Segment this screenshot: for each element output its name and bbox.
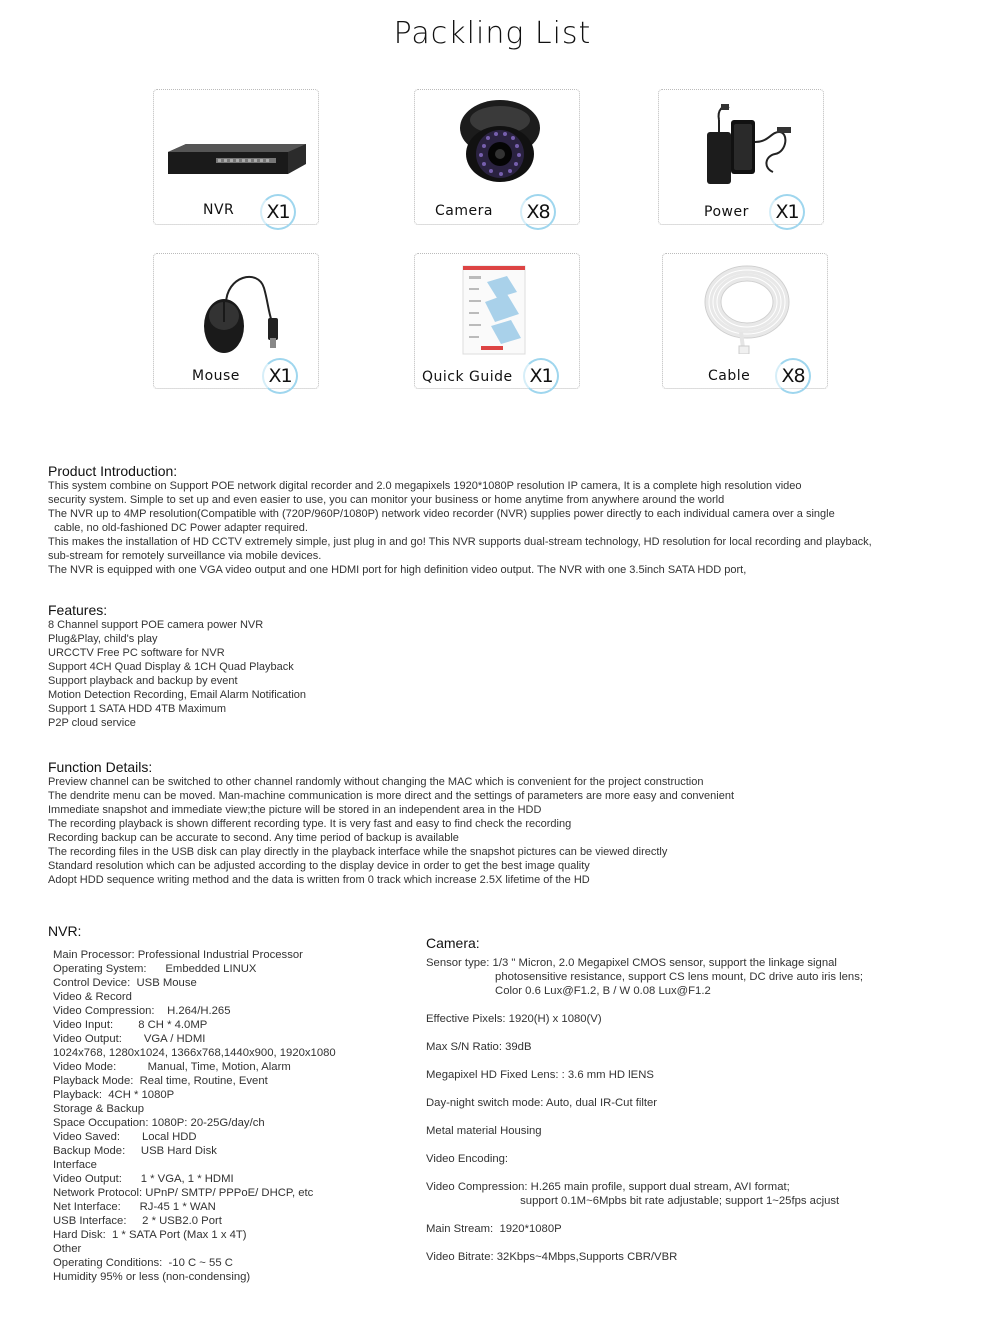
dome-camera-image: [457, 98, 543, 184]
section-title: Function Details:: [48, 759, 153, 775]
packing-item-camera: [414, 89, 580, 225]
function-item: The recording files in the USB disk can play directly in the playback interface while the snapshot pictures can be viewed directly: [48, 846, 668, 858]
spec-line: support 0.1M~6Mpbs bit rate adjustable; support 1~25fps acjust: [426, 1195, 840, 1207]
spec-line: Video Output: 1 * VGA, 1 * HDMI: [53, 1173, 234, 1185]
spec-line: Main Processor: Professional Industrial Processor: [53, 949, 303, 961]
power-adapter-image: [699, 102, 799, 192]
packing-label: NVR: [203, 202, 235, 218]
spec-line: Megapixel HD Fixed Lens: : 3.6 mm HD lENS: [426, 1069, 654, 1081]
packing-item-cable: [662, 253, 828, 389]
feature-item: Motion Detection Recording, Email Alarm Notification: [48, 689, 307, 701]
paragraph-line: The NVR up to 4MP resolution(Compatible with (720P/960P/1080P) network video recorder (NVR) supplies power directly to each individual camera over a single: [48, 508, 835, 520]
packing-label: Camera: [435, 203, 493, 219]
packing-label: Quick Guide: [422, 369, 513, 385]
function-item: Immediate snapshot and immediate view;the picture will be stored in an independent area in the HDD: [48, 804, 542, 816]
feature-item: Plug&Play, child's play: [48, 633, 158, 645]
spec-line: Video Mode: Manual, Time, Motion, Alarm: [53, 1061, 291, 1073]
cable-image: [701, 262, 793, 354]
packing-item-mouse: [153, 253, 319, 389]
spec-line: Color 0.6 Lux@F1.2, B / W 0.08 Lux@F1.2: [426, 985, 711, 997]
quick-guide-image: [461, 264, 541, 360]
spec-line: Video & Record: [53, 991, 132, 1003]
mouse-image: [198, 266, 288, 358]
packing-qty: X8: [520, 194, 556, 230]
spec-line: Humidity 95% or less (non-condensing): [53, 1271, 251, 1283]
nvr-specs: [48, 924, 336, 1284]
spec-line: Main Stream: 1920*1080P: [426, 1223, 562, 1235]
function-item: Preview channel can be switched to other channel randomly without changing the MAC which is convenient for the project construction: [48, 776, 704, 788]
function-item: Recording backup can be accurate to second. Any time period of backup is available: [48, 832, 459, 844]
spec-line: Metal material Housing: [426, 1125, 542, 1137]
spec-line: Day-night switch mode: Auto, dual IR-Cut filter: [426, 1097, 658, 1109]
packing-item-quick-guide: [414, 253, 580, 389]
packing-item-power: [658, 89, 824, 225]
feature-item: Support 1 SATA HDD 4TB Maximum: [48, 703, 227, 715]
spec-line: Playback Mode: Real time, Routine, Event: [53, 1075, 268, 1087]
spec-line: Video Compression: H.265 main profile, support dual stream, AVI format;: [426, 1181, 790, 1193]
spec-line: photosensitive resistance, support CS lens mount, DC drive auto iris lens;: [426, 971, 863, 983]
paragraph-line: sub-stream for remotely surveillance via mobile devices.: [48, 550, 322, 562]
spec-line: Backup Mode: USB Hard Disk: [53, 1145, 217, 1157]
section-title: Camera:: [426, 935, 480, 951]
spec-line: Interface: [53, 1159, 97, 1171]
nvr-recorder-image: [166, 142, 308, 178]
spec-line: USB Interface: 2 * USB2.0 Port: [53, 1215, 222, 1227]
features: [48, 602, 306, 730]
feature-item: Support playback and backup by event: [48, 675, 238, 687]
spec-line: Network Protocol: UPnP/ SMTP/ PPPoE/ DHCP, etc: [53, 1187, 314, 1199]
paragraph-line: This system combine on Support POE network digital recorder and 2.0 megapixels 1920*1080P resolution IP camera, It is a complete high resolution video: [48, 480, 802, 492]
spec-line: Video Saved: Local HDD: [53, 1131, 197, 1143]
spec-line: Effective Pixels: 1920(H) x 1080(V): [426, 1013, 602, 1025]
packing-qty: X1: [523, 358, 559, 394]
spec-line: Playback: 4CH * 1080P: [53, 1089, 175, 1101]
spec-line: Operating System: Embedded LINUX: [53, 963, 257, 975]
camera-specs: [426, 936, 863, 1264]
packing-label: Mouse: [192, 368, 240, 384]
packing-label: Power: [704, 204, 749, 220]
paragraph-line: cable, no old-fashioned DC Power adapter required.: [48, 522, 308, 534]
product-introduction: [48, 463, 872, 577]
spec-line: Video Compression: H.264/H.265: [53, 1005, 231, 1017]
function-item: Adopt HDD sequence writing method and the data is written from 0 track which increase 2.5X lifetime of the HD: [48, 874, 590, 886]
spec-line: Video Input: 8 CH * 4.0MP: [53, 1019, 208, 1031]
spec-line: Video Bitrate: 32Kbps~4Mbps,Supports CBR/VBR: [426, 1251, 678, 1263]
section-title: Product Introduction:: [48, 463, 178, 479]
feature-item: Support 4CH Quad Display & 1CH Quad Playback: [48, 661, 294, 673]
spec-line: Control Device: USB Mouse: [53, 977, 197, 989]
spec-line: Max S/N Ratio: 39dB: [426, 1041, 532, 1053]
feature-item: 8 Channel support POE camera power NVR: [48, 619, 264, 631]
section-title: Features:: [48, 602, 108, 618]
page-title: Packling List: [393, 16, 592, 51]
spec-line: Sensor type: 1/3 " Micron, 2.0 Megapixel CMOS sensor, support the linkage signal: [426, 957, 837, 969]
spec-line: Operating Conditions: -10 C ~ 55 C: [53, 1257, 233, 1269]
paragraph-line: security system. Simple to set up and even easier to use, you can monitor your business or home anytime from anywhere around the world: [48, 494, 725, 506]
spec-line: Storage & Backup: [53, 1103, 145, 1115]
packing-qty: X8: [775, 358, 811, 394]
paragraph-line: The NVR is equipped with one VGA video output and one HDMI port for high definition video output. The NVR with one 3.5inch SATA HDD port,: [48, 564, 747, 576]
function-details: [48, 759, 734, 887]
packing-label: Cable: [708, 368, 751, 384]
spec-line: Space Occupation: 1080P: 20-25G/day/ch: [53, 1117, 265, 1129]
section-title: NVR:: [48, 923, 82, 939]
feature-item: URCCTV Free PC software for NVR: [48, 647, 225, 659]
spec-line: Net Interface: RJ-45 1 * WAN: [53, 1201, 216, 1213]
packing-qty: X1: [260, 194, 296, 230]
function-item: The recording playback is shown different recording type. It is very fast and easy to find check the recording: [48, 818, 572, 830]
spec-line: Hard Disk: 1 * SATA Port (Max 1 x 4T): [53, 1229, 247, 1241]
function-item: Standard resolution which can be adjusted according to the display device in order to get the best image quality: [48, 860, 590, 872]
spec-line: Other: [53, 1243, 82, 1255]
function-item: The dendrite menu can be moved. Man-machine communication is more direct and the settings of parameters are more easy and convenient: [48, 790, 735, 802]
spec-line: Video Encoding:: [426, 1153, 509, 1165]
packing-item-nvr: [153, 89, 319, 225]
spec-line: Video Output: VGA / HDMI: [53, 1033, 206, 1045]
feature-item: P2P cloud service: [48, 717, 136, 729]
spec-line: 1024x768, 1280x1024, 1366x768,1440x900, 1920x1080: [53, 1047, 336, 1059]
paragraph-line: This makes the installation of HD CCTV extremely simple, just plug in and go! This NVR supports dual-stream technology, HD resolution for local recording and playback,: [48, 536, 872, 548]
packing-qty: X1: [262, 358, 298, 394]
packing-qty: X1: [769, 194, 805, 230]
